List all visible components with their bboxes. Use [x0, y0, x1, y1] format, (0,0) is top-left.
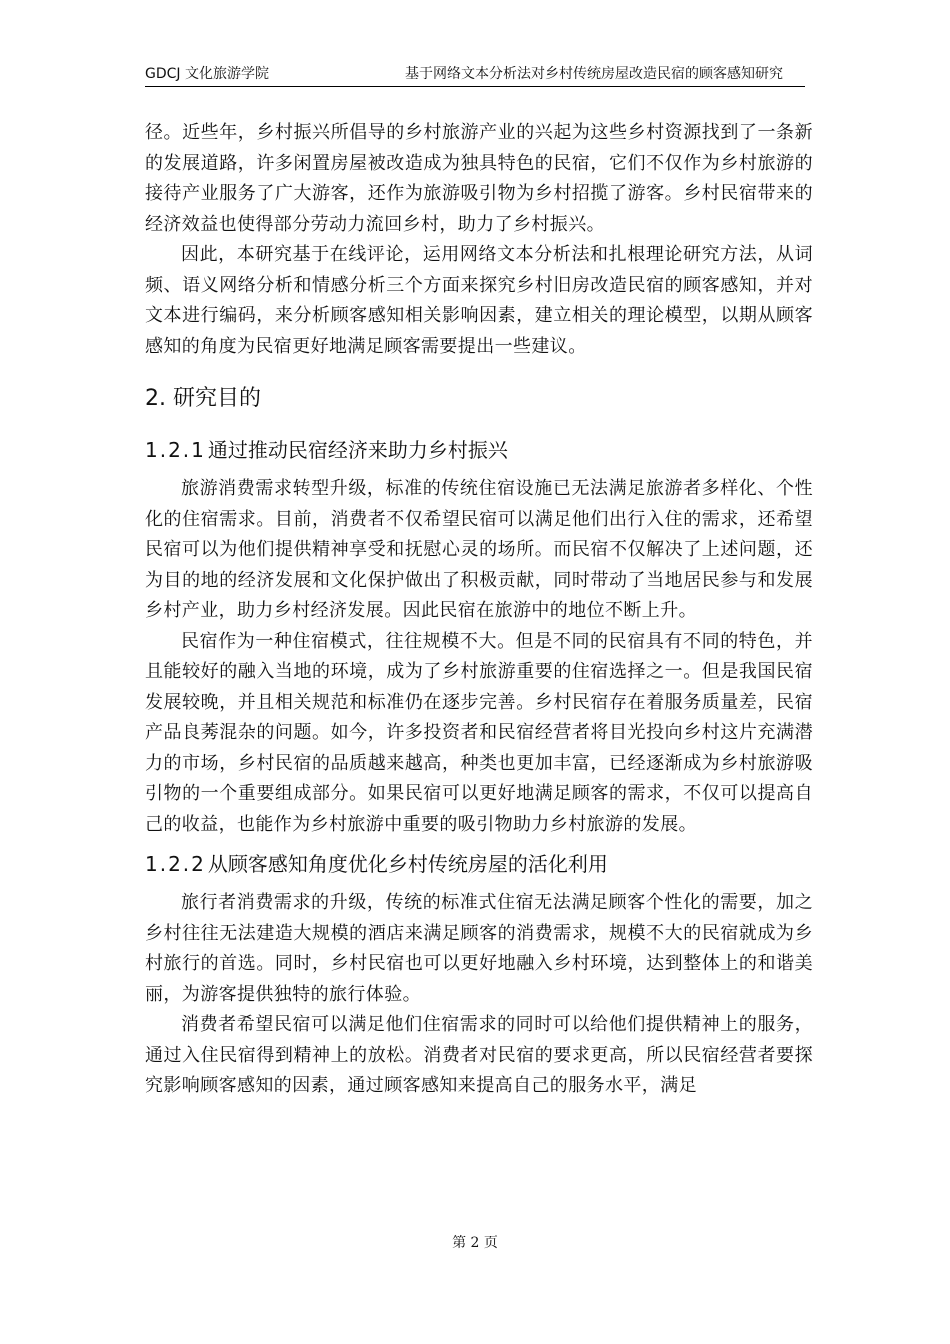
body-paragraph: 旅行者消费需求的升级，传统的标准式住宿无法满足顾客个性化的需要，加之乡村往往无法建造大规模的酒店来满足顾客的消费需求，规模不大的民宿就成为乡村旅行的首选。同时，乡村民宿也可以更好地融入乡村环境，达到整体上的和谐美丽，为游客提供独特的旅行体验。: [145, 892, 813, 1005]
header-paper-title: 基于网络文本分析法对乡村传统房屋改造民宿的顾客感知研究: [405, 66, 783, 82]
body-paragraph: 民宿作为一种住宿模式，往往规模不大。但是不同的民宿具有不同的特色，并且能较好的融入当地的环境，成为了乡村旅游重要的住宿选择之一。但是我国民宿发展较晚，并且相关规范和标准仍在逐步完善。乡村民宿存在着服务质量差，民宿产品良莠混杂的问题。如今，许多投资者和民宿经营者将目光投向乡村这片充满潜力的市场，乡村民宿的品质越来越高，种类也更加丰富，已经逐渐成为乡村旅游吸引物的一个重要组成部分。如果民宿可以更好地满足顾客的需求，不仅可以提高自己的收益，也能作为乡村旅游中重要的吸引物助力乡村旅游的发展。: [145, 630, 813, 835]
page-body: [145, 118, 813, 1102]
body-paragraph: 消费者希望民宿可以满足他们住宿需求的同时可以给他们提供精神上的服务，通过入住民宿得到精神上的放松。消费者对民宿的要求更高，所以民宿经营者要探究影响顾客感知的因素，通过顾客感知来提高自己的服务水平，满足: [145, 1014, 813, 1096]
subsection-number: 1.2.1: [145, 438, 206, 462]
header-institution: GDCJ 文化旅游学院: [145, 66, 269, 82]
body-paragraph: 旅游消费需求转型升级，标准的传统住宿设施已无法满足旅游者多样化、个性化的住宿需求。目前，消费者不仅希望民宿可以满足他们出行入住的需求，还希望民宿可以为他们提供精神享受和抚慰心灵的场所。而民宿不仅解决了上述问题，还为目的地的经济发展和文化保护做出了积极贡献，同时带动了当地居民参与和发展乡村产业，助力乡村经济发展。因此民宿在旅游中的地位不断上升。: [145, 478, 813, 621]
running-header: [145, 64, 805, 87]
subsection-title: 从顾客感知角度优化乡村传统房屋的活化利用: [207, 852, 608, 876]
subsection-heading-1-2-1: [145, 434, 813, 466]
intro-paragraph: 因此，本研究基于在线评论，运用网络文本分析法和扎根理论研究方法，从词频、语义网络分析和情感分析三个方面来探究乡村旧房改造民宿的顾客感知，并对文本进行编码，来分析顾客感知相关影响因素，建立相关的理论模型，以期从顾客感知的角度为民宿更好地满足顾客需要提出一些建议。: [145, 244, 813, 357]
subsection-heading-1-2-2: [145, 848, 813, 880]
intro-paragraph-continued: 径。近些年，乡村振兴所倡导的乡村旅游产业的兴起为这些乡村资源找到了一条新的发展道路，许多闲置房屋被改造成为独具特色的民宿，它们不仅作为乡村旅游的接待产业服务了广大游客，还作为旅游吸引物为乡村招揽了游客。乡村民宿带来的经济效益也使得部分劳动力流回乡村，助力了乡村振兴。: [145, 122, 813, 235]
section-heading-research-purpose: 2. 研究目的: [145, 386, 261, 411]
page-number: 第 2 页: [452, 1235, 498, 1251]
subsection-number: 1.2.2: [145, 852, 206, 876]
subsection-title: 通过推动民宿经济来助力乡村振兴: [207, 438, 508, 462]
